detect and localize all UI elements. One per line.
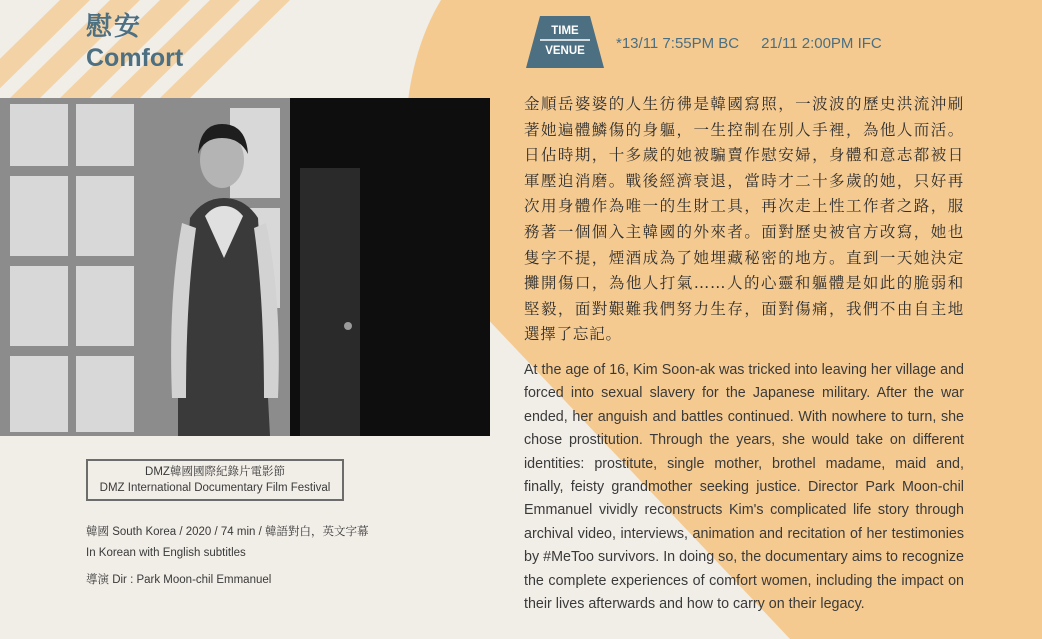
festival-label-box <box>86 459 344 501</box>
film-still-photo <box>0 98 490 436</box>
film-info-line: 韓國 South Korea / 2020 / 74 min / 韓語對白，英文字幕 <box>86 526 369 538</box>
screening-time-2: 21/11 2:00PM IFC <box>761 35 882 52</box>
time-venue-badge <box>526 16 604 68</box>
director-line: 導演 Dir : Park Moon-chil Emmanuel <box>86 574 272 586</box>
synopsis-english: At the age of 16, Kim Soon-ak was tricked into leaving her village and forced into sexual slavery for the Japanese military. After the war ended, her anguish and battles continued. With nowhere to turn, she chose prostitution. Through the years, she would take on different identities: prostitute, single mother, brothel madame, maid and, finally, feisty grandmother seeking justice. Director Park Moon-chil Emmanuel vividly reconstructs Kim's complicated life story through archival video, interviews, animation and recitation of her testimonies by #MeToo survivors. In doing so, the documentary aims to recognize the complete experiences of comfort women, including the impact on their lives afterwards and how to carry on their legacy. <box>524 362 964 613</box>
festival-name-chinese: DMZ韓國國際紀錄片電影節 <box>145 466 285 478</box>
venue-label: VENUE <box>545 45 585 57</box>
time-label: TIME <box>551 25 579 37</box>
screening-times <box>616 35 882 52</box>
screening-time-1: *13/11 7:55PM BC <box>616 35 740 52</box>
synopsis-chinese: 金順岳婆婆的人生彷彿是韓國寫照，一波波的歷史洪流沖刷著她遍體鱗傷的身軀，一生控制在別人手裡，為他人而活。日佔時期，十多歲的她被騙賣作慰安婦，身體和意志都被日軍壓迫消磨。戰後經濟衰退，當時才二十多歲的她，只好再次用身體作為唯一的生財工具，再次走上性工作者之路，服務著一個個入主韓國的外來者。面對歷史被官方改寫，她也隻字不提，煙酒成為了她埋藏秘密的地方。直到一天她決定攤開傷口，為他人打氣……人的心靈和軀體是如此的脆弱和堅毅，面對艱難我們努力生存，面對傷痛，我們不由自主地選擇了忘記。 <box>524 95 964 344</box>
film-title-chinese: 慰安 <box>86 12 143 42</box>
film-title-english: Comfort <box>86 44 184 72</box>
festival-name-english: DMZ International Documentary Film Festival <box>99 482 331 494</box>
language-line: In Korean with English subtitles <box>86 547 246 559</box>
